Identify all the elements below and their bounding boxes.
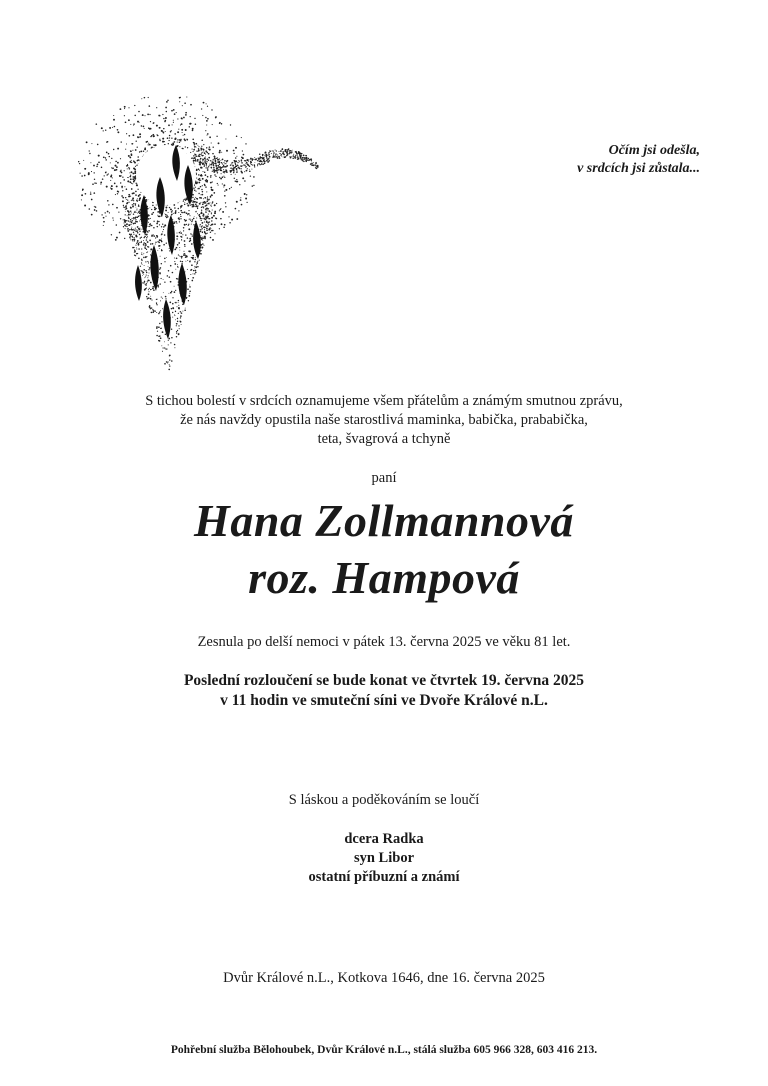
motto-line-2: v srdcích jsi zůstala... [577,161,700,176]
deceased-maiden-name: roz. Hampová [248,552,520,603]
moon-flames-illustration-icon [78,95,328,380]
announcement-line-1: S tichou bolestí v srdcích oznamujeme všem přátelům a známým smutnou zprávu, [145,393,623,409]
farewell-line-1: Poslední rozloučení se bude konat ve čtvrtek 19. června 2025 [183,672,585,689]
farewell-info [0,671,768,711]
motto-line-1: Očím jsi odešla, [608,143,700,158]
motto [470,142,700,178]
mourner: syn Libor [353,850,415,866]
announcement-line-2: že nás navždy opustila naše starostlivá maminka, babička, prababička, [180,412,588,428]
announcement [0,392,768,449]
announcement-line-3: teta, švagrová a tchyně [317,431,451,447]
thanks-line: S láskou a poděkováním se loučí [288,792,480,808]
mourners-list [0,830,768,887]
mourner: dcera Radka [344,831,424,847]
farewell-line-2: v 11 hodin ve smuteční síni ve Dvoře Králové n.L. [220,692,548,709]
funeral-service-footer: Pohřební služba Bělohoubek, Dvůr Králové n.L., stálá služba 605 966 328, 603 416 213. [170,1044,598,1056]
title-word: paní [371,470,397,486]
mourner: ostatní příbuzní a známí [308,869,460,885]
deceased-name: Hana Zollmannová [194,495,574,546]
place-and-date: Dvůr Králové n.L., Kotkova 1646, dne 16. června 2025 [223,970,545,986]
death-notice: Zesnula po delší nemoci v pátek 13. června 2025 ve věku 81 let. [197,634,571,650]
